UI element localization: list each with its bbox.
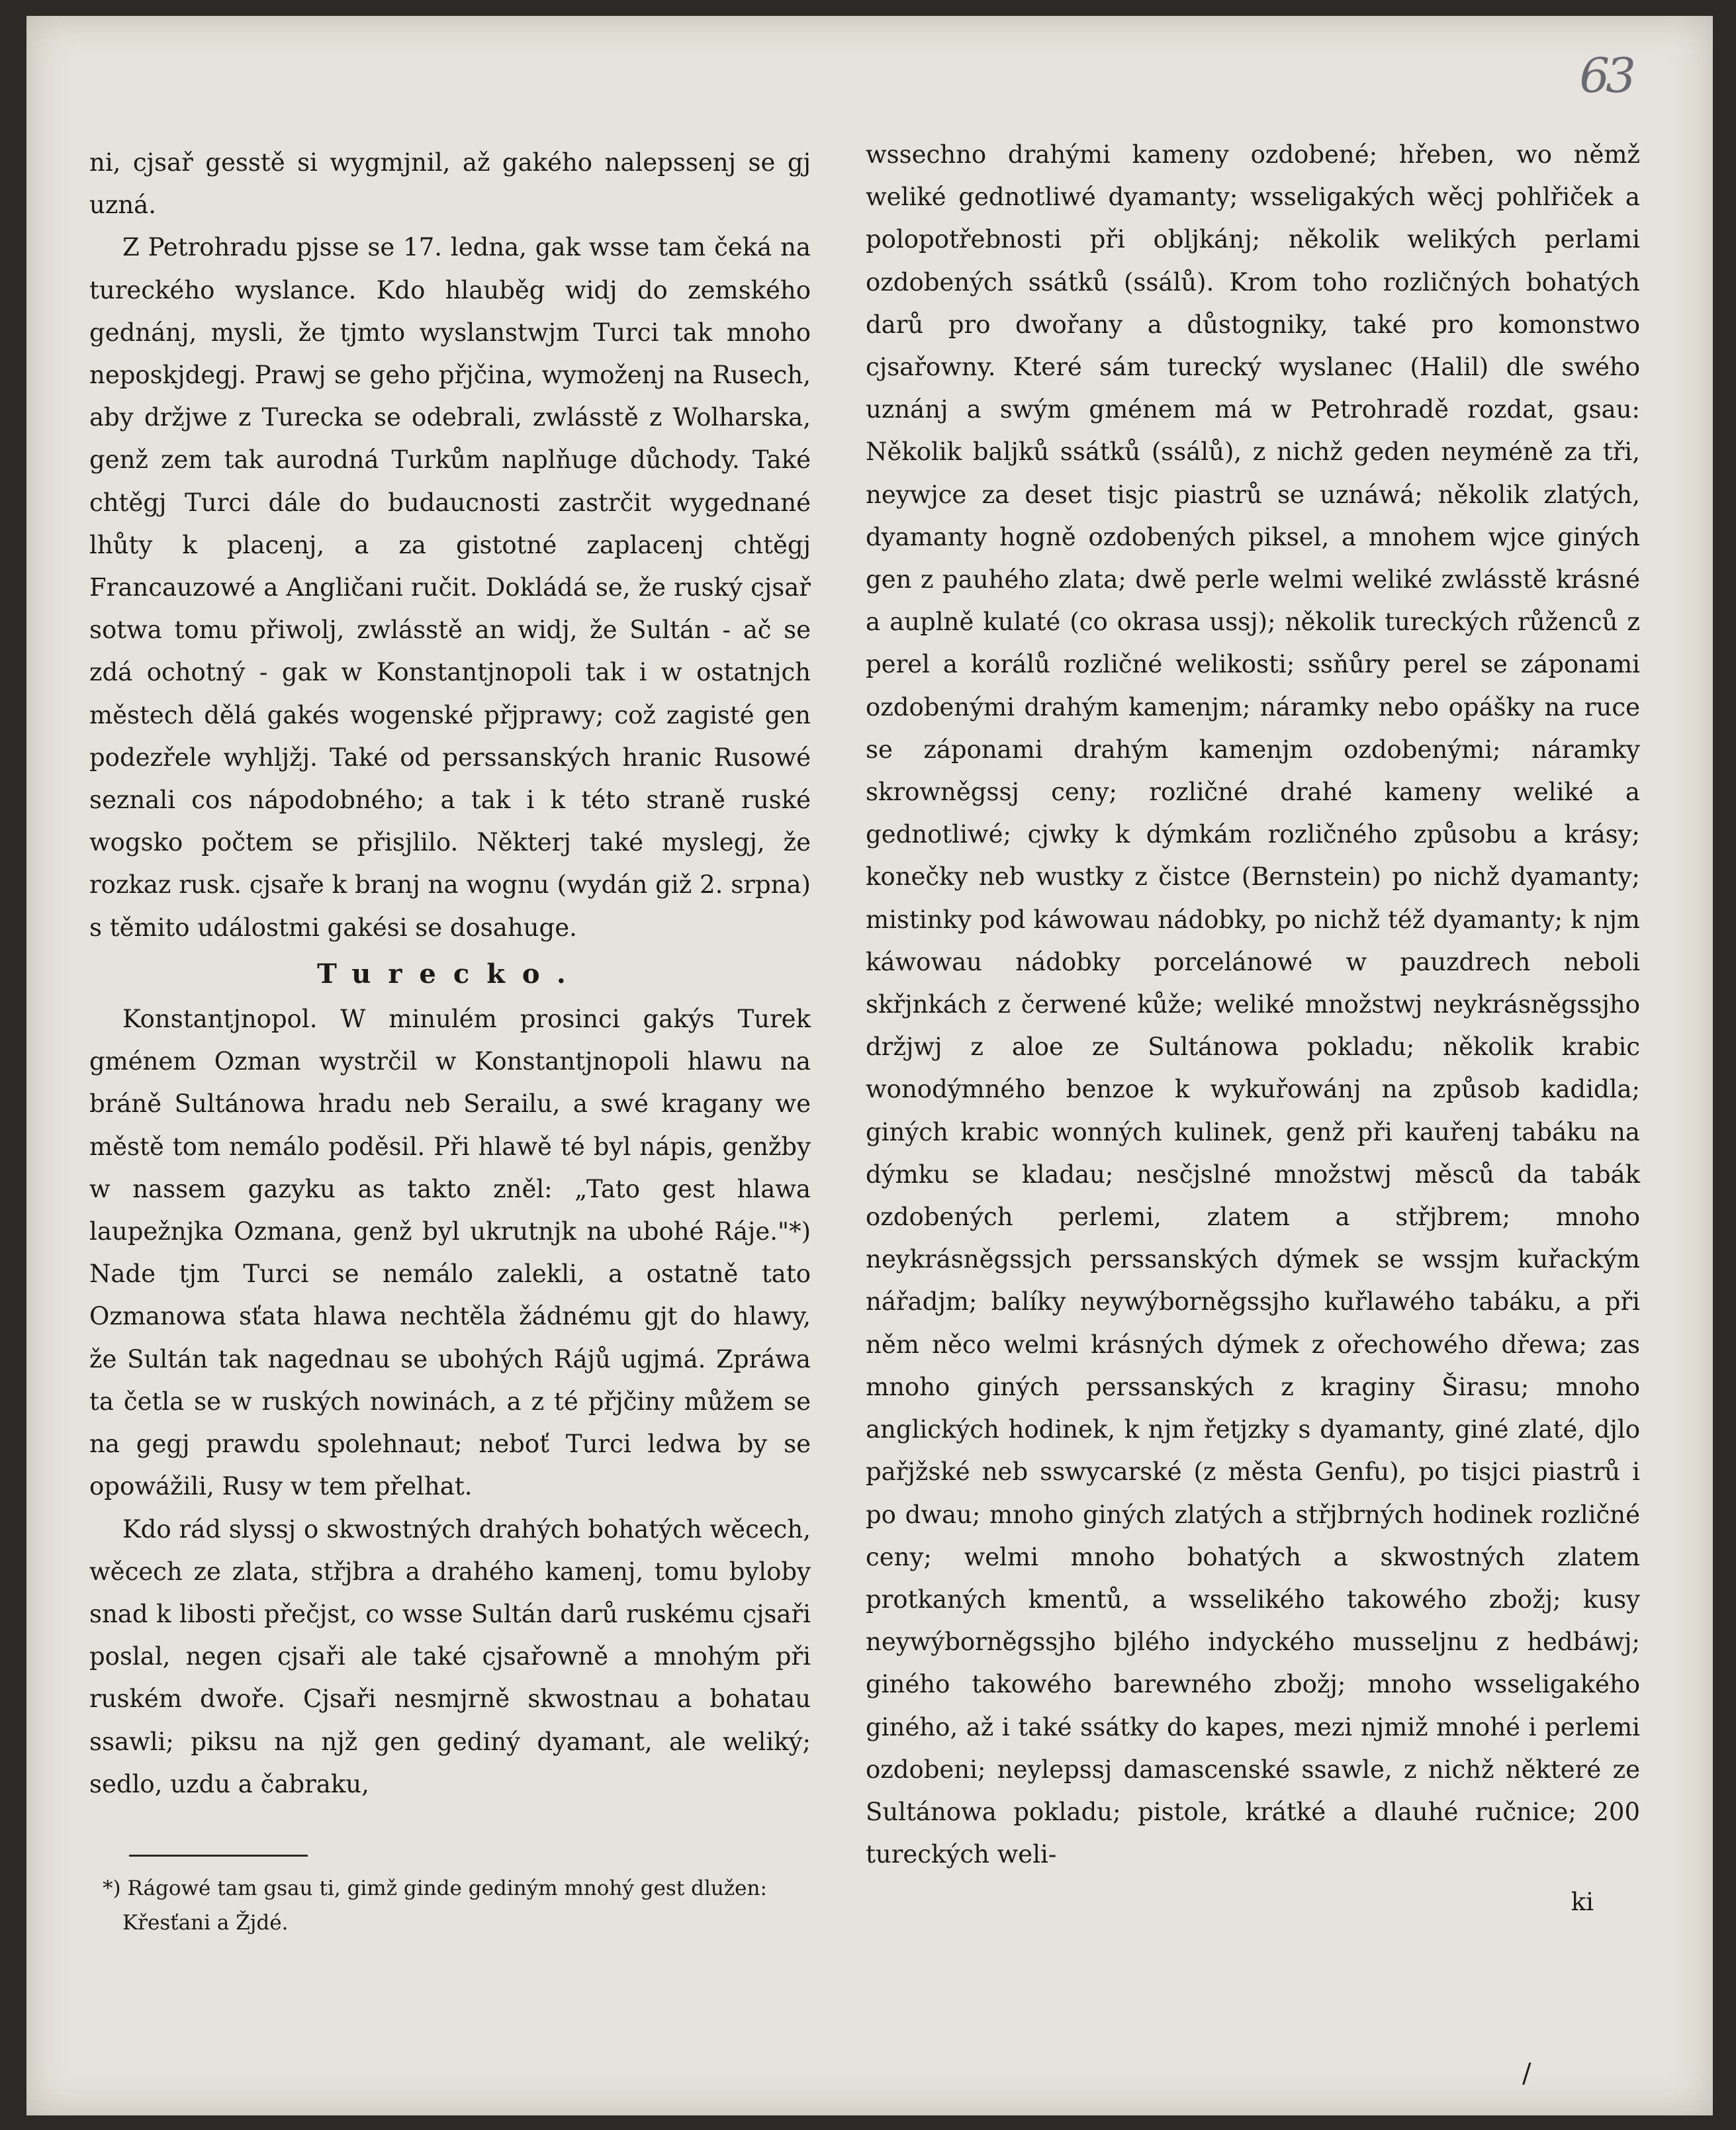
left-column <box>89 142 811 1935</box>
newspaper-page <box>26 16 1713 2115</box>
footnote-divider <box>129 1855 308 1857</box>
right-last-line: ki <box>1571 1888 1594 1917</box>
page-number: 63 <box>1579 48 1632 103</box>
section-heading-turecko: Turecko. <box>317 958 583 990</box>
right-paragraph-1: wssechno drahými kameny ozdobené; hřeben, wo němž weliké gednotliwé dyamanty; wsseligakých wěcj pohlřiček a polopotřebnosti při obljkánj; několik welikých perlami ozdobených ssátků (ssálů). Krom toho rozličných bohatých darů pro dwořany a důstogniky, také pro komonstwo cjsařowny. Které sám turecký wyslanec (Halil) dle swého uznánj a swým gménem má w Petrohradě rozdat, gsau: Několik baljků ssátků (ssálů), z nichž geden neyméně za tři, neywjce za deset tisjc piastrů se uznáwá; několik zlatých, dyamanty hogně ozdobených piksel, a mnohem wjce giných gen z pauhého zlata; dwě perle welmi weliké zwlásstě krásné a auplně kulaté (co okrasa ussj); několik tureckých růženců z perel a korálů rozličné welikosti; ssňůry perel se záponami ozdobenými drahým kamenjm; náramky nebo opášky na ruce se záponami drahým kamenjm ozdobenými; náramky skrowněgssj ceny; rozličné drahé kameny weliké a gednotliwé; cjwky k dýmkám rozličného způsobu a krásy; konečky neb wustky z čistce (Bernstein) po nichž dyamanty; mistinky pod káwowau nádobky, po nichž též dyamanty; k njm káwowau nádobky porcelánowé w pauzdrech neboli skřjnkách z čerwené kůže; weliké množstwj neykrásněgssjho držjwj z aloe ze Sultánowa pokladu; několik krabic wonodýmného benzoe k wykuřowánj na způsob kadidla; giných krabic wonných kulinek, genž při kauřenj tabáku na dýmku se kladau; nesčjslné množstwj měsců da tabák ozdobených perlemi, zlatem a střjbrem; mnoho neykrásněgssjch perssanských dýmek se wssjm kuřackým nářadjm; balíky neywýborněgssjho kuřlawého tabáku, a při něm něco welmi krásných dýmek z ořechowého dřewa; zas mnoho giných perssanských z kraginy Širasu; mnoho anglických hodinek, k njm řetjzky s dyamanty, giné zlaté, djlo pařjžské neb sswycarské (z města Genfu), po tisjci piastrů i po dwau; mnoho giných zlatých a střjbrných hodinek rozličné ceny; welmi mnoho bohatých a skwostných zlatem protkaných kmentů, a wsselikého takowého zbožj; kusy neywýborněgssjho bjlého indyckého musseljnu z hedbáwj; giného takowého barewného zbožj; mnoho wsseligakého giného, až i také ssátky do kapes, mezi njmiž mnohé i perlemi ozdobeni; neylepssj damascenské ssawle, z nichž některé ze Sultánowa pokladu; pistole, krátké a dlauhé ručnice; 200 tureckých weli- <box>866 140 1640 1869</box>
left-paragraph-1: ni, cjsař gesstě si wygmjnil, až gakého nalepssenj se gj uzná. <box>89 148 811 220</box>
left-paragraph-2: Z Petrohradu pjsse se 17. ledna, gak wsse tam čeká na tureckého wyslance. Kdo hlauběg widj do zemského gednánj, mysli, že tjmto wyslanstwjm Turci tak mnoho neposkjdegj. Prawj se geho přjčina, wymoženj na Rusech, aby držjwe z Turecka se odebrali, zwlásstě z Wolharska, genž zem tak aurodná Turkům naplňuge důchody. Také chtěgj Turci dále do budaucnosti zastrčit wygednané lhůty k placenj, a za gistotné zaplacenj chtěgj Francauzowé a Angličani ručit. Dokládá se, že ruský cjsař sotwa tomu přiwolj, zwlásstě an widj, že Sultán - ač se zdá ochotný - gak w Konstantjnopoli tak i w ostatnjch městech dělá gakés wogenské přjprawy; což zagisté gen podezřele wyhljžj. Také od perssanských hranic Rusowé seznali cos nápodobného; a tak i k této straně ruské wogsko počtem se přisjlilo. Některj také myslegj, že rozkaz rusk. cjsaře k branj na wognu (wydán giž 2. srpna) s těmito událostmi gakési se dosahuge. <box>89 233 811 942</box>
footnote: *) Rágowé tam gsau ti, gimž ginde gediným mnohý gest dlužen: Křesťani a Žjdé. <box>103 1876 767 1935</box>
left-paragraph-4: Kdo rád slyssj o skwostných drahých bohatých wěcech, wěcech ze zlata, střjbra a drahého kamenj, tomu byloby snad k libosti přečjst, co wsse Sultán darů ruskému cjsaři poslal, negen cjsaři ale také cjsařowně a mnohým při ruském dwoře. Cjsaři nesmjrně skwostnau a bohatau ssawli; piksu na njž gen gediný dyamant, ale weliký; sedlo, uzdu a čabraku, <box>89 1514 811 1798</box>
stray-mark: / <box>1522 2059 1531 2089</box>
left-paragraph-3: Konstantjnopol. W minulém prosinci gakýs Turek gménem Ozman wystrčil w Konstantjnopoli hlawu na bráně Sultánowa hradu neb Serailu, a swé kragany we městě tom nemálo poděsil. Při hlawě té byl nápis, genžby w nassem gazyku as takto zněl: „Tato gest hlawa laupežnjka Ozmana, genž byl ukrutnjk na ubohé Ráje."*) Nade tjm Turci se nemálo zalekli, a ostatně tato Ozmanowa sťata hlawa nechtěla žádnému gjt do hlawy, že Sultán tak nagednau se ubohých Rájů ugjmá. Zpráwa ta četla se w ruských nowinách, a z té přjčiny můžem se na gegj prawdu spolehnaut; neboť Turci ledwa by se opowážili, Rusy w tem přelhat. <box>89 1005 811 1501</box>
right-column <box>866 134 1640 2053</box>
